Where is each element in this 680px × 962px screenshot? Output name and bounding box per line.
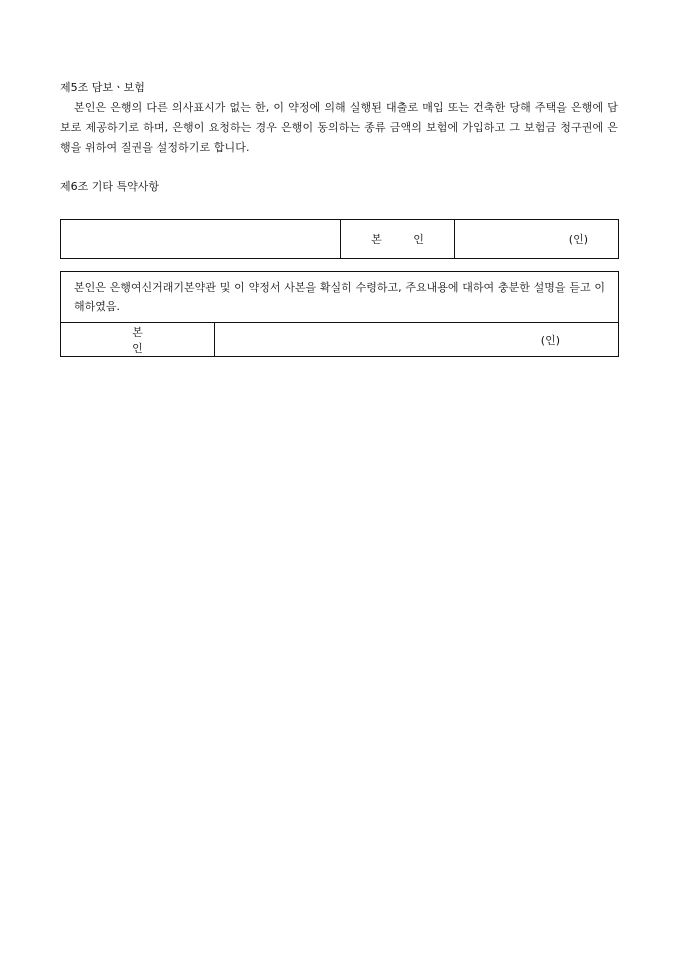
document-page <box>60 78 618 357</box>
article-6-title: 제6조 기타 특약사항 <box>60 180 159 193</box>
acknowledgement-principal-label: 본 인 <box>61 323 215 357</box>
acknowledgement-seal-field[interactable]: (인) <box>215 323 619 357</box>
acknowledgement-text: 본인은 은행여신거래기본약관 및 이 약정서 사본을 확실히 수령하고, 주요내용에 대하여 충분한 설명을 듣고 이해하였음. <box>61 272 619 323</box>
article-5-title: 제5조 담보ㆍ보험 <box>60 81 145 94</box>
principal-label: 본 인 <box>341 220 455 259</box>
article-5-body: 본인은 은행의 다른 의사표시가 없는 한, 이 약정에 의해 실행된 대출로 매입 또는 건축한 당해 주택을 은행에 담보로 제공하기로 하며, 은행이 요청하는 경우 은행이 동의하는 종류 금액의 보험에 가입하고 그 보험금 청구권에 은행을 위하여 질권을 설정하기로 합니다. <box>60 101 618 154</box>
acknowledgement-table <box>60 271 619 357</box>
seal-field[interactable]: (인) <box>455 220 619 259</box>
signature-table <box>60 219 619 259</box>
special-terms-field[interactable] <box>61 220 341 259</box>
